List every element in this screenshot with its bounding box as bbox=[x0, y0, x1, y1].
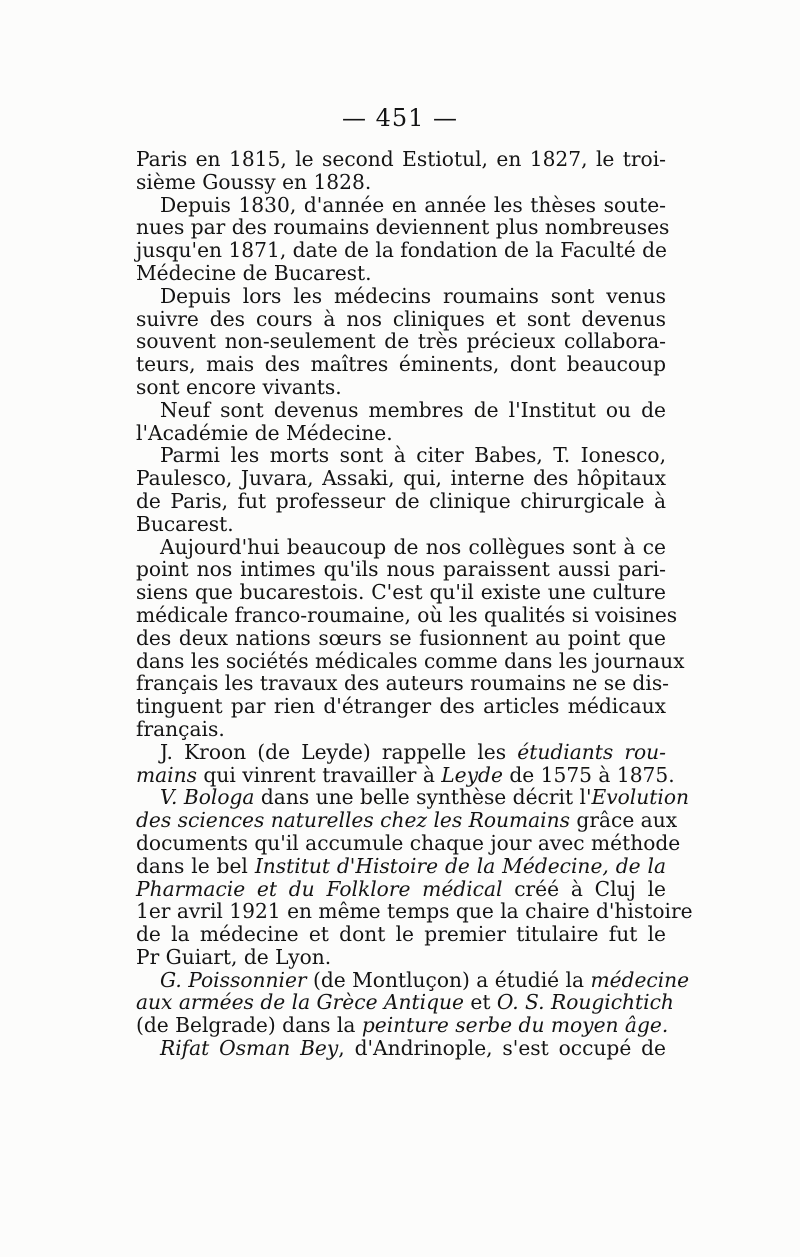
text-line: suivre des cours à nos cliniques et sont devenus bbox=[136, 306, 666, 331]
text-line: français les travaux des auteurs roumains ne se dis- bbox=[136, 671, 669, 696]
text-line: dans les sociétés médicales comme dans les journaux bbox=[136, 648, 685, 673]
text-line: de Paris, fut professeur de clinique chirurgicale à bbox=[136, 488, 666, 513]
text-line bbox=[136, 808, 678, 833]
text-line: Parmi les morts sont à citer Babes, T. Ionesco, bbox=[160, 443, 666, 468]
text-line: Pr Guiart, de Lyon. bbox=[136, 944, 332, 969]
text-line: des deux nations sœurs se fusionnent au point que bbox=[136, 625, 666, 650]
text-line bbox=[136, 741, 666, 764]
text-line bbox=[136, 967, 690, 992]
italic-text: aux armées de la Grèce Antique bbox=[136, 990, 464, 1015]
text-line bbox=[136, 990, 674, 1015]
text-segment: dans une belle synthèse décrit l' bbox=[254, 785, 592, 810]
text-line: Aujourd'hui beaucoup de nos collègues sont à ce bbox=[160, 534, 666, 559]
text-segment: grâce aux bbox=[569, 808, 678, 833]
text-line: de la médecine et dont le premier titulaire fut le bbox=[136, 922, 666, 947]
text-line: point nos intimes qu'ils nous paraissent aussi pari- bbox=[136, 557, 666, 582]
text-segment: qui vinrent travailler à bbox=[197, 762, 442, 787]
text-segment: et bbox=[463, 990, 497, 1015]
text-line: sont encore vivants. bbox=[136, 374, 342, 399]
text-line: teurs, mais des maîtres éminents, dont beaucoup bbox=[136, 352, 666, 377]
text-line: Neuf sont devenus membres de l'Institut ou de bbox=[160, 397, 666, 422]
italic-text: Pharmacie et du Folklore médical bbox=[136, 876, 503, 901]
text-segment: dans le bel bbox=[136, 853, 255, 878]
text-line: Bucarest. bbox=[136, 511, 234, 536]
text-line bbox=[136, 762, 675, 787]
text-line: documents qu'il accumule chaque jour avec méthode bbox=[136, 830, 681, 855]
text-line: tinguent par rien d'étranger des articles médicaux bbox=[136, 694, 666, 719]
text-line: français. bbox=[136, 716, 225, 741]
text-line: l'Académie de Médecine. bbox=[136, 420, 393, 445]
text-line: 1er avril 1921 en même temps que la chaire d'histoire bbox=[136, 899, 693, 924]
text-line: nues par des roumains deviennent plus nombreuses bbox=[136, 215, 670, 240]
italic-text: Evolution bbox=[591, 785, 689, 810]
text-segment: créé à Cluj le bbox=[502, 876, 666, 901]
text-line: souvent non-seulement de très précieux collabora- bbox=[136, 329, 666, 354]
italic-text: étudiants rou- bbox=[517, 739, 666, 764]
text-line: Médecine de Bucarest. bbox=[136, 260, 372, 285]
text-line bbox=[136, 1037, 666, 1060]
italic-text: Leyde bbox=[441, 762, 503, 787]
italic-text: peinture serbe du moyen âge. bbox=[361, 1013, 669, 1038]
text-segment: (de Belgrade) dans la bbox=[136, 1013, 362, 1038]
text-line: siens que bucarestois. C'est qu'il existe une culture bbox=[136, 580, 666, 605]
italic-text: G. Poissonnier bbox=[160, 967, 307, 992]
italic-text: V. Bologa bbox=[160, 785, 255, 810]
text-line bbox=[136, 1013, 669, 1038]
text-line: jusqu'en 1871, date de la fondation de la Faculté de bbox=[136, 238, 668, 263]
text-line bbox=[136, 878, 666, 901]
italic-text: mains bbox=[136, 762, 197, 787]
text-line: Depuis lors les médecins roumains sont venus bbox=[160, 283, 666, 308]
italic-text: O. S. Rougichtich bbox=[496, 990, 674, 1015]
text-segment: , d'Andrinople, s'est occupé de bbox=[338, 1036, 667, 1061]
italic-text: médecine bbox=[590, 967, 690, 992]
page-number: — 451 — bbox=[341, 104, 459, 132]
italic-text: Institut d'Histoire de la Médecine, de la bbox=[254, 853, 666, 878]
text-line: Paris en 1815, le second Estiotul, en 1827, le troi- bbox=[136, 147, 666, 171]
text-line: Paulesco, Juvara, Assaki, qui, interne des hôpitaux bbox=[136, 466, 666, 491]
italic-text: Rifat Osman Bey bbox=[160, 1036, 339, 1061]
text-line: médicale franco-roumaine, où les qualités si voisines bbox=[136, 602, 678, 627]
body-text bbox=[136, 147, 693, 1061]
text-segment: (de Montluçon) a étudié la bbox=[306, 967, 591, 992]
text-line bbox=[136, 855, 666, 878]
text-line: sième Goussy en 1828. bbox=[136, 169, 372, 194]
text-line bbox=[136, 785, 689, 810]
text-line: Depuis 1830, d'année en année les thèses soute- bbox=[160, 192, 666, 217]
italic-text: des sciences naturelles chez les Roumains bbox=[136, 808, 570, 833]
text-segment: J. Kroon (de Leyde) rappelle les bbox=[160, 739, 518, 764]
text-segment: de 1575 à 1875. bbox=[502, 762, 675, 787]
